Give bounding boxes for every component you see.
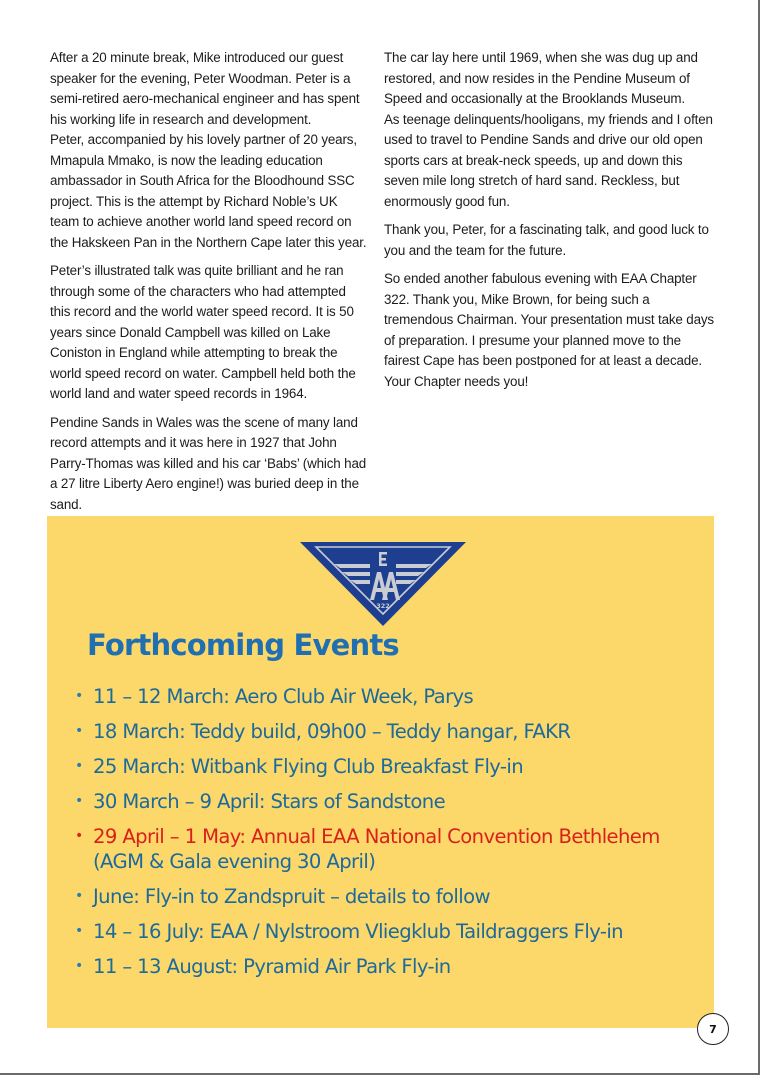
article-paragraph: So ended another fabulous evening with EAA Chapter 322. Thank you, Mike Brown, for being such a tremendous Chairman. Your presentation must take days of preparation. I presume your planned move to the fairest Cape has been postponed for at least a decade. Your Chapter needs you! (384, 271, 714, 389)
eaa-chapter-logo (300, 542, 466, 626)
event-highlight-text: 29 April – 1 May: Annual EAA National Convention Bethlehem (93, 825, 660, 848)
events-list (75, 684, 705, 989)
bullet-icon: • (75, 688, 83, 704)
event-item: • June: Fly-in to Zandspruit – details to follow (75, 885, 490, 908)
article-paragraph: After a 20 minute break, Mike introduced our guest speaker for the evening, Peter Woodman. Peter is a semi-retired aero-mechanical engineer and has spent his working life in research and development. (50, 50, 360, 127)
event-item: • 18 March: Teddy build, 09h00 – Teddy hangar, FAKR (75, 720, 571, 743)
bullet-icon: • (75, 958, 83, 974)
event-item: • 30 March – 9 April: Stars of Sandstone (75, 790, 446, 813)
event-item-highlighted: • 29 April – 1 May: Annual EAA National Convention Bethlehem (AGM & Gala evening 30 April) (75, 825, 660, 873)
forthcoming-events-panel (47, 516, 714, 1028)
logo-chapter-number: 322 (376, 602, 390, 610)
events-title: Forthcoming Events (87, 628, 399, 662)
bullet-icon: • (75, 758, 83, 774)
bullet-icon: • (75, 723, 83, 739)
event-item: • 14 – 16 July: EAA / Nylstroom Vliegklub Taildraggers Fly-in (75, 920, 623, 943)
article-left-column (50, 48, 368, 523)
event-item: • 25 March: Witbank Flying Club Breakfast Fly-in (75, 755, 524, 778)
article-paragraph: Peter, accompanied by his lovely partner of 20 years, Mmapula Mmako, is now the leading education ambassador in South Africa for the Bloodhound SSC project. This is the attempt by Richard Noble’s UK team to achieve another world land speed record on the Hakskeen Pan in the Northern Cape later this year. (50, 132, 367, 250)
article-paragraph: Pendine Sands in Wales was the scene of many land record attempts and it was here in 1927 that John Parry-Thomas was killed and his car ‘Babs’ (which had a 27 litre Liberty Aero engine!) was buried deep in the sand. (50, 414, 367, 512)
article-paragraph: Thank you, Peter, for a fascinating talk, and good luck to you and the team for the future. (384, 222, 709, 258)
event-item: • 11 – 12 March: Aero Club Air Week, Parys (75, 685, 474, 708)
article-right-column (384, 48, 719, 400)
event-item: • 11 – 13 August: Pyramid Air Park Fly-in (75, 955, 451, 978)
bullet-icon: • (75, 828, 83, 844)
bullet-icon: • (75, 923, 83, 939)
bullet-icon: • (75, 793, 83, 809)
article-paragraph: The car lay here until 1969, when she was dug up and restored, and now resides in the Pendine Museum of Speed and occasionally at the Brooklands Museum. (384, 50, 698, 106)
article-paragraph: Peter’s illustrated talk was quite brilliant and he ran through some of the characters who had attempted this record and the world water speed record. It is 50 years since Donald Campbell was killed on Lake Coniston in England while attempting to break the world speed record on water. Campbell held both the world land and water speed records in 1964. (50, 263, 356, 401)
article-paragraph: As teenage delinquents/hooligans, my friends and I often used to travel to Pendine Sands and drive our old open sports cars at break-neck speeds, up and down this seven mile long stretch of hard sand. Reckless, but enormously good fun. (384, 111, 713, 209)
bullet-icon: • (75, 888, 83, 904)
page-number: 7 (697, 1013, 729, 1045)
